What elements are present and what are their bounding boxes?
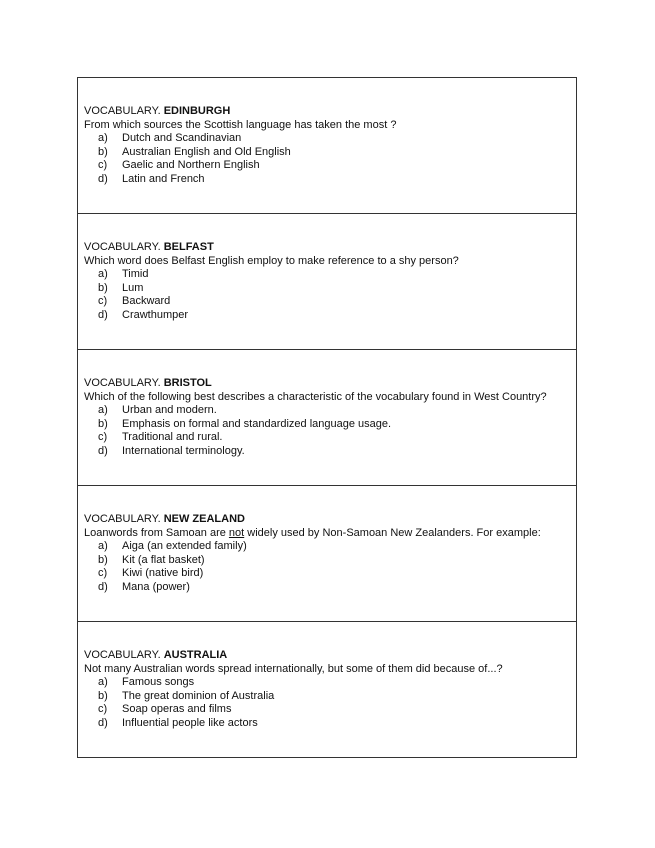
option-text: Latin and French: [122, 172, 205, 185]
question-card-new-zealand: [77, 486, 577, 622]
heading-topic: AUSTRALIA: [163, 649, 228, 661]
card-heading: [84, 241, 576, 255]
option-letter: b): [98, 689, 108, 702]
question-text: Which word does Belfast English employ to make reference to a shy person?: [84, 254, 459, 267]
option-text: International terminology.: [122, 444, 245, 457]
option-letter: c): [98, 567, 108, 579]
option-letter: a): [98, 268, 108, 280]
heading-prefix: VOCABULARY.: [84, 377, 164, 389]
option-letter: d): [98, 716, 108, 729]
option-list: [84, 676, 576, 730]
question-text: From which sources the Scottish language has taken the most ?: [84, 118, 397, 131]
option-c: [98, 703, 576, 717]
option-text: Lum: [122, 281, 144, 294]
option-letter: d): [98, 308, 108, 321]
heading-prefix: VOCABULARY.: [84, 241, 164, 253]
option-b: [98, 690, 576, 704]
option-text: Kiwi (native bird): [122, 567, 204, 579]
question-card-belfast: [77, 214, 577, 350]
option-text: Emphasis on formal and standardized language usage.: [122, 417, 392, 430]
option-text: Timid: [122, 268, 149, 280]
question-card-australia: [77, 622, 577, 758]
option-letter: d): [98, 444, 108, 457]
option-letter: a): [98, 404, 108, 416]
option-b: [98, 418, 576, 432]
option-text: Traditional and rural.: [122, 431, 223, 443]
heading-prefix: VOCABULARY.: [84, 513, 164, 525]
option-c: [98, 159, 576, 173]
question-text: Not many Australian words spread internationally, but some of them did because of...?: [84, 662, 503, 675]
option-text: Gaelic and Northern English: [122, 159, 260, 171]
option-d: [98, 173, 576, 187]
option-letter: a): [98, 676, 108, 688]
option-text: Aiga (an extended family): [122, 540, 247, 552]
option-b: [98, 554, 576, 568]
heading-topic: EDINBURGH: [163, 105, 231, 117]
option-a: [98, 268, 576, 282]
card-heading: [84, 105, 576, 119]
option-letter: d): [98, 172, 108, 185]
question-text-part: widely used by Non-Samoan New Zealanders. For example:: [244, 526, 541, 539]
option-letter: a): [98, 540, 108, 552]
option-text: Australian English and Old English: [122, 145, 291, 158]
heading-prefix: VOCABULARY.: [84, 105, 164, 117]
option-d: [98, 445, 576, 459]
option-list: [84, 404, 576, 458]
option-a: [98, 404, 576, 418]
option-letter: b): [98, 417, 108, 430]
option-d: [98, 309, 576, 323]
option-text: Backward: [122, 295, 171, 307]
option-letter: d): [98, 580, 108, 593]
underlined-word: not: [228, 526, 245, 539]
heading-topic: BELFAST: [163, 241, 214, 253]
card-heading: [84, 513, 576, 527]
card-heading: [84, 649, 576, 663]
option-a: [98, 540, 576, 554]
option-c: [98, 567, 576, 581]
heading-prefix: VOCABULARY.: [84, 649, 164, 661]
question-text: [84, 527, 576, 541]
option-letter: b): [98, 145, 108, 158]
option-a: [98, 132, 576, 146]
option-letter: c): [98, 703, 108, 715]
option-text: Famous songs: [122, 676, 195, 688]
option-text: Mana (power): [122, 580, 190, 593]
option-letter: c): [98, 295, 108, 307]
option-text: Urban and modern.: [122, 404, 217, 416]
question-text: Which of the following best describes a characteristic of the vocabulary found in West Country?: [84, 390, 547, 403]
question-card-bristol: [77, 350, 577, 486]
heading-topic: NEW ZEALAND: [163, 513, 245, 525]
option-list: [84, 132, 576, 186]
option-c: [98, 431, 576, 445]
heading-topic: BRISTOL: [163, 377, 212, 389]
quiz-sheet: [77, 77, 577, 758]
option-b: [98, 146, 576, 160]
option-text: Crawthumper: [122, 308, 189, 321]
option-list: [84, 268, 576, 322]
option-letter: b): [98, 281, 108, 294]
option-d: [98, 717, 576, 731]
option-text: The great dominion of Australia: [122, 689, 275, 702]
option-a: [98, 676, 576, 690]
option-text: Soap operas and films: [122, 703, 232, 715]
option-text: Kit (a flat basket): [122, 553, 205, 566]
option-text: Dutch and Scandinavian: [122, 132, 242, 144]
option-letter: a): [98, 132, 108, 144]
option-letter: c): [98, 159, 108, 171]
option-b: [98, 282, 576, 296]
option-letter: b): [98, 553, 108, 566]
question-card-edinburgh: [77, 77, 577, 214]
option-c: [98, 295, 576, 309]
option-text: Influential people like actors: [122, 716, 258, 729]
option-letter: c): [98, 431, 108, 443]
option-list: [84, 540, 576, 594]
card-heading: [84, 377, 576, 391]
option-d: [98, 581, 576, 595]
question-text-part: Loanwords from Samoan are: [84, 526, 229, 539]
